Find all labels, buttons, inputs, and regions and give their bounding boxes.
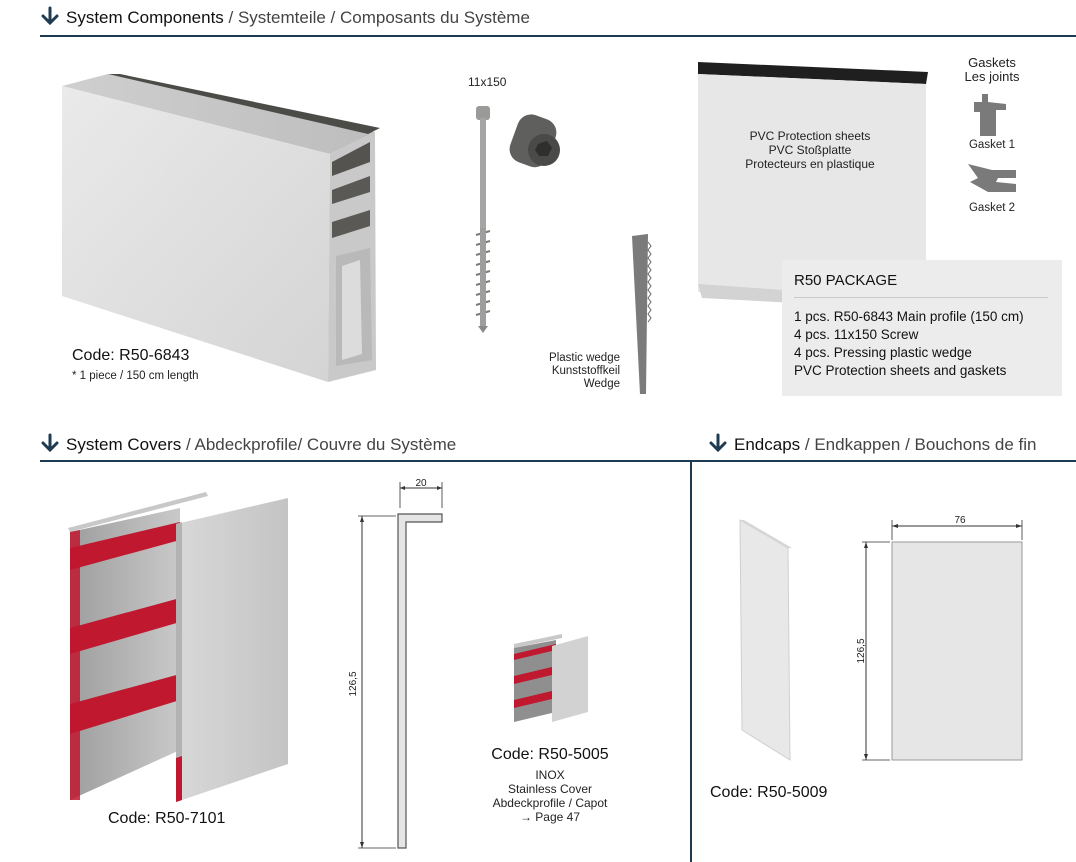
components-title-strong: System Components — [66, 8, 224, 27]
gaskets-title-fr: Les joints — [964, 69, 1020, 84]
endcap-image — [736, 516, 796, 764]
cover-5005-desc-en: Stainless Cover — [507, 782, 593, 796]
endcap-width-label: 76 — [954, 515, 966, 526]
cover-7101-image — [66, 488, 294, 808]
screw-image — [470, 100, 570, 335]
main-profile-note: * 1 piece / 150 cm length — [72, 370, 199, 382]
endcaps-title-strong: Endcaps — [734, 435, 801, 454]
gasket-1-label: Gasket 1 — [968, 139, 1016, 151]
package-item: 4 pcs. Pressing plastic wedge — [794, 345, 972, 360]
cover-7101-code: Code: R50-7101 — [108, 810, 226, 827]
endcap-code: Code: R50-5009 — [710, 784, 828, 801]
gasket-1-icon — [972, 92, 1012, 138]
cover-5005-material: INOX — [535, 768, 565, 782]
cover-width-label: 20 — [415, 478, 427, 489]
wedge-label-fr: Wedge — [583, 378, 620, 390]
arrow-down-icon — [708, 433, 728, 453]
components-divider — [40, 35, 1076, 37]
package-box — [782, 260, 1062, 396]
package-item: 4 pcs. 11x150 Screw — [794, 327, 919, 342]
section-vertical-divider — [690, 460, 692, 862]
plastic-wedge-image — [626, 232, 656, 397]
endcaps-section-title — [708, 433, 1036, 455]
cover-dimension-drawing — [340, 478, 460, 858]
arrow-down-icon — [40, 6, 60, 26]
endcap-height-label: 126,5 — [856, 638, 867, 664]
covers-title-strong: System Covers — [66, 435, 182, 454]
gasket-2-icon — [966, 160, 1018, 196]
cover-5005-desc-de-fr: Abdeckprofile / Capot — [492, 796, 608, 810]
cover-height-label: 126,5 — [348, 671, 359, 697]
package-item: 1 pcs. R50-6843 Main profile (150 cm) — [794, 309, 1024, 324]
wedge-label-de: Kunststoffkeil — [551, 365, 620, 377]
pvc-label-de: PVC Stoßplatte — [768, 143, 852, 157]
gaskets-title-en: Gaskets — [968, 55, 1016, 70]
cover-5005-code: Code: R50-5005 — [491, 746, 609, 763]
cover-5005-page-link[interactable]: → Page 47 — [519, 810, 581, 824]
package-title: R50 PACKAGE — [794, 272, 1048, 298]
components-section-title — [40, 6, 530, 28]
main-profile-code: Code: R50-6843 — [72, 347, 190, 364]
gasket-2-label: Gasket 2 — [968, 202, 1016, 214]
endcaps-title-light: / Endkappen / Bouchons de fin — [800, 435, 1037, 454]
components-title-light: / Systemteile / Composants du Système — [223, 8, 530, 27]
covers-divider — [40, 460, 1076, 462]
main-profile-image — [60, 70, 390, 385]
pvc-label-en: PVC Protection sheets — [749, 129, 871, 143]
covers-section-title — [40, 433, 456, 455]
covers-title-light: / Abdeckprofile/ Couvre du Système — [181, 435, 457, 454]
screw-label: 11x150 — [468, 75, 507, 89]
arrow-down-icon — [40, 433, 60, 453]
endcap-dimension-drawing — [856, 510, 1032, 766]
pvc-label-fr: Protecteurs en plastique — [745, 157, 875, 171]
wedge-label-en: Plastic wedge — [549, 352, 620, 364]
package-item: PVC Protection sheets and gaskets — [794, 363, 1007, 378]
cover-5005-image — [512, 632, 590, 722]
